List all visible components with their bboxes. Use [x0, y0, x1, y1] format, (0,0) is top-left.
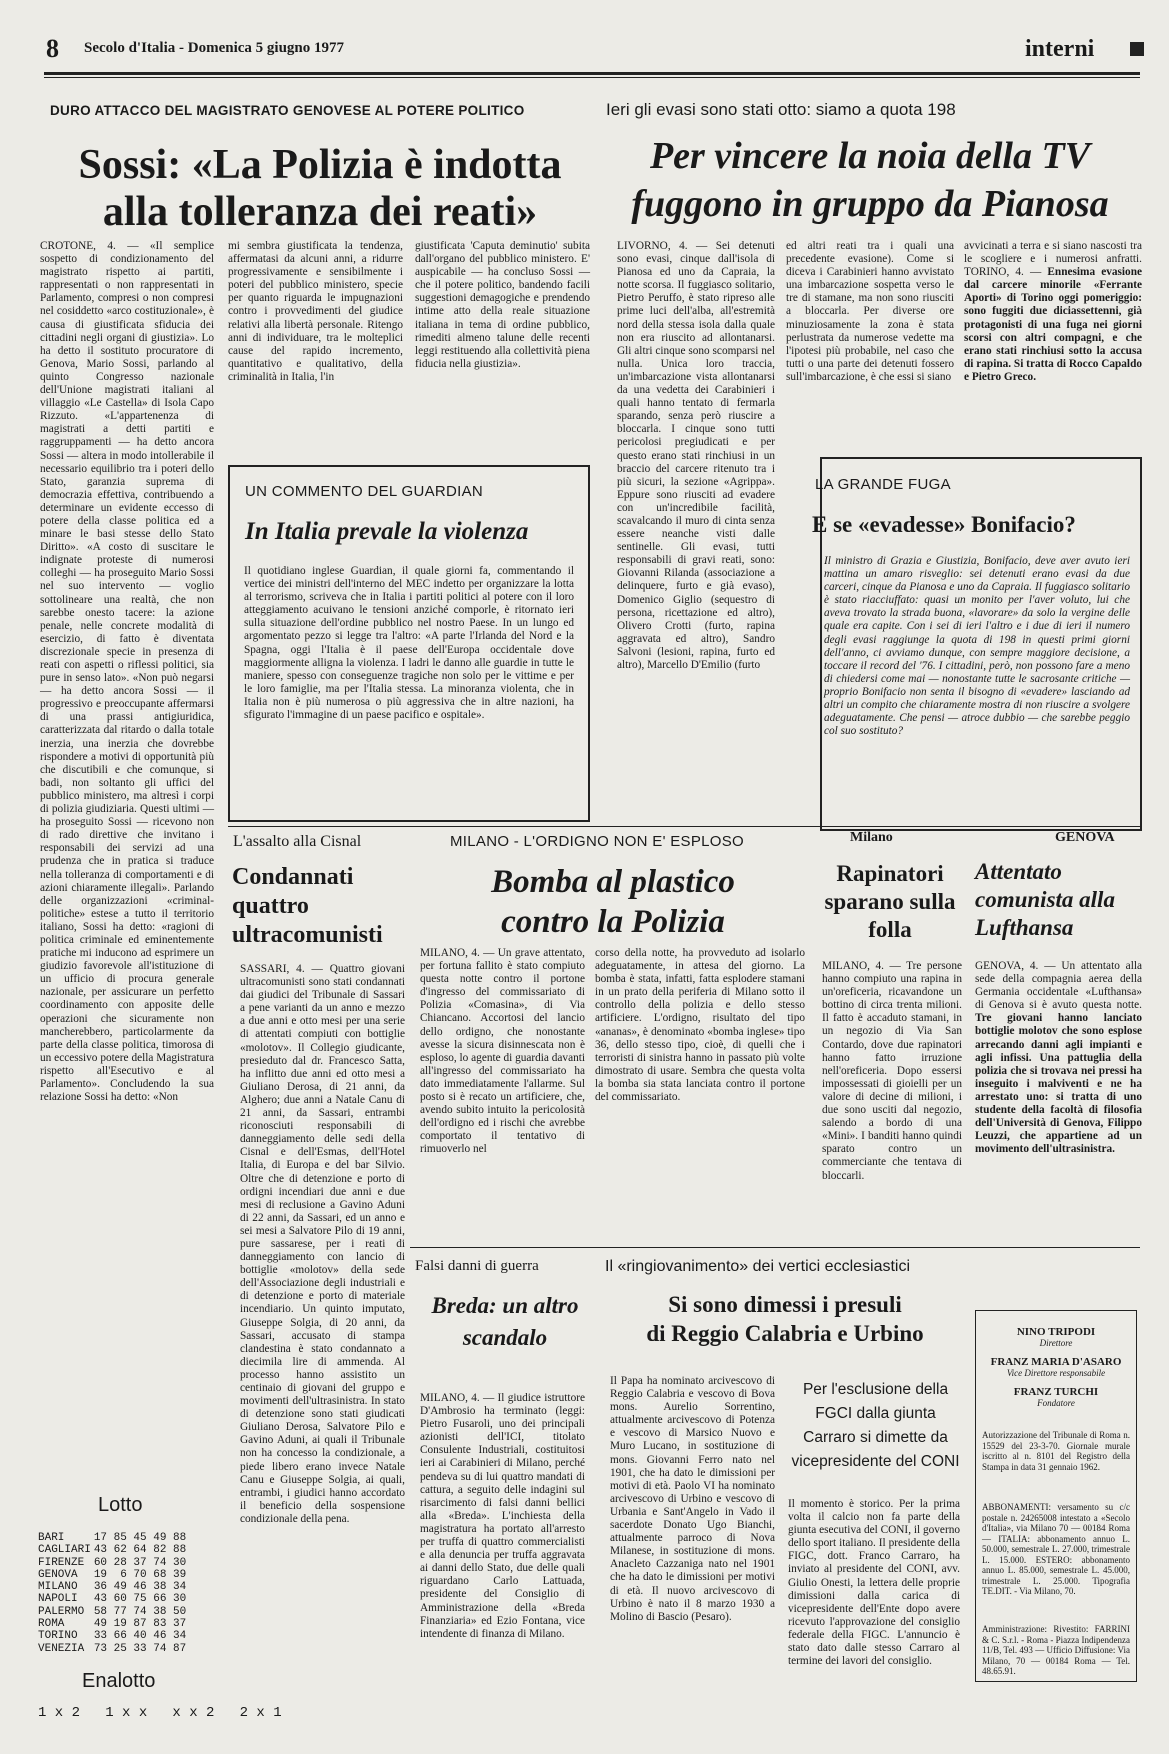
lotto-row: [38, 1569, 189, 1581]
director-role: Direttore: [1039, 1338, 1073, 1348]
sossi-headline: [40, 142, 600, 236]
pianosa-kicker: Ieri gli evasi sono stati otto: siamo a quota 198: [606, 100, 956, 119]
pianosa-col3: [964, 240, 1142, 445]
sossi-kicker: DURO ATTACCO DEL MAGISTRATO GENOVESE AL POTERE POLITICO: [50, 103, 525, 118]
lotto-city: NAPOLI: [38, 1593, 78, 1606]
lufthansa-body-plain: GENOVA, 4. — Un attentato alla sede della compagnia aerea della Germania occidentale «Lufthansa» di Genova si è avuto questa notte.: [975, 960, 1142, 1012]
masthead: [40, 34, 1140, 74]
fgci-headline: Per l'esclusione della FGCI dalla giunta Carraro si dimette da vicepresidente del CONI: [791, 1381, 960, 1470]
paper-date: Secolo d'Italia - Domenica 5 giugno 1977: [84, 40, 345, 56]
cisnal-headline: Condannati quattro ultracomunisti: [232, 864, 383, 948]
pianosa-col2: ed altri reati tra i quali una precedente evasione). Come si diceva i Carabinieri hanno avvistato una imbarcazione sospetta verso le tre di stamane, ma non sono riusciti a bloccarla. Per diverse ore minuziosamente la zona è stata perlustrata da numerose vedette ma l'ipotesi più probabile, nel caso che tutti o una parte dei detenuti fossero sull'imbarcazione, è che essi si siano: [786, 240, 954, 383]
lotto-numbers: 58 77 74 38 50: [93, 1605, 187, 1618]
sossi-headline-line2: alla tolleranza dei reati»: [102, 189, 538, 235]
lotto-city: FIRENZE: [38, 1556, 85, 1569]
lotto-city: TORINO: [38, 1630, 78, 1643]
resp-name: FRANZ MARIA D'ASARO: [990, 1356, 1122, 1368]
breda-kicker: Falsi danni di guerra: [415, 1258, 539, 1274]
pianosa-col3-bold: Ennesima evasione dal carcere minorile «Ferrante Aporti» di Torino oggi pomeriggio: sono fuggiti due diciassettenni, già protagonisti di una fuga nei giorni scorsi con altri compagni, e che erano stati rinchiusi sotto la accusa di rapina. Si tratta di Rocco Capaldo e Pietro Greco.: [964, 266, 1142, 383]
lotto-numbers: 43 62 64 82 88: [93, 1544, 187, 1557]
rapinatori-kicker: Milano: [850, 830, 893, 845]
sossi-col3: giustificata 'Caputa deminutio' subita dall'organo del pubblico ministero. E' auspicabile — ha concluso Sossi — che il potere politico, bandendo facili suggestioni demagogiche e prendendo intime atto della reale situazione italiana in tema di ordine pubblico, rimediti almeno talune delle recenti leggi restituendo alla collettività piena fiducia nella giustizia».: [415, 240, 590, 370]
breda-headline: Breda: un altro scandalo: [431, 1293, 579, 1350]
sossi-headline-line1: Sossi: «La Polizia è indotta: [78, 142, 562, 188]
lufthansa-kicker: GENOVA: [1055, 830, 1115, 845]
colophon-subs: ABBONAMENTI: versamento su c/c postale n. 24265008 intestato a «Secolo d'Italia», via Milano 70 — 00184 Roma — ITALIA: abbonamento annuo L. 50.000, semestrale L. 27.000, trimestrale L. 15.000. ESTERO: abbonamento annuo L. 85.000, semestrale L. 45.000, trimestrale L. 25.000. Tipografia TE.DIT. - Via Milano, 70.: [982, 1502, 1130, 1596]
masthead-rule-thin: [44, 77, 1140, 78]
lotto-row: [38, 1618, 189, 1630]
bomba-kicker: MILANO - L'ORDIGNO NON E' ESPLOSO: [450, 833, 745, 850]
lotto-title: Lotto: [98, 1494, 143, 1516]
pianosa-col3-plain: avvicinati a terra e si siano nascosti tra le scogliere e i numerosi anfratti. TORINO, 4. —: [964, 240, 1142, 279]
pianosa-headline: [600, 132, 1140, 228]
cisnal-kicker: L'assalto alla Cisnal: [233, 833, 362, 850]
colophon-director: [980, 1326, 1132, 1408]
lotto-city: VENEZIA: [38, 1642, 85, 1655]
lotto-city: CAGLIARI: [38, 1544, 91, 1557]
lufthansa-body: [975, 960, 1142, 1178]
lotto-numbers: 19 6 70 68 39: [93, 1568, 187, 1581]
lotto-numbers: 43 60 75 66 30: [93, 1593, 187, 1606]
rapinatori-body: MILANO, 4. — Tre persone hanno compiuto una rapina in un'oreficeria, ricavandone un bottino di circa trenta milioni. Il fatto è accaduto stamani, in un negozio di Via San Contardo, dove due rapinatori hanno fatto irruzione nell'oreficeria. Dopo essersi impossessati di gioielli per un valore di decine di milioni, i due sono usciti dal negozio, salendo a bordo di una «Mini». I banditi hanno quindi sparato contro un commerciante che tentava di bloccarli.: [822, 960, 962, 1182]
lotto-numbers: 73 25 33 74 87: [93, 1642, 187, 1655]
sossi-col2: mi sembra giustificata la tendenza, affermatasi da alcuni anni, a ridurre progressivamente e sensibilmente i poteri del pubblico ministero, specie per quanto riguarda le impugnazioni contro i provvedimenti del giudice relativi alla libertà personale. Ritengo anni di individuare, tra le molteplici cause del rapido incremento, quantitativo e qualitativo, della criminalità in Italia, l'in: [228, 240, 403, 383]
presuli-headline: [600, 1290, 970, 1348]
lotto-row: [38, 1593, 189, 1605]
fgci-body: Il momento è storico. Per la prima volta il calcio non fa parte della giunta esecutiva del CONI, il governo dello sport italiano. Il presidente della FIGC, dott. Franco Carraro, ha inviato al presidente del CONI, avv. Giulio Onesti, la lettera delle proprie dimissioni dalla carica di vicepresidente dell'Ente dopo avere ricevuto l'approvazione del consiglio federale della FIGC. L'annuncio è stato dato dalle stesso Carraro al termine dei lavori del consiglio.: [788, 1498, 960, 1668]
lotto-numbers: 17 85 45 49 88: [93, 1532, 187, 1544]
fuga-body: Il ministro di Grazia e Giustizia, Bonifacio, deve aver avuto ieri mattina un amaro risveglio: sei detenuti erano evasi da due carceri, cinque da Pianosa e uno da Capraia. Il fuggiasco solitario è stato riacciuffato: quasi un monito per l'aver voluto, lui che aveva trovato la strada buona, «lavorare» da solo la vergine delle quale era capite. Con i sei di ieri l'altro e i due di ieri il numero degli evasi raggiunge la quota di 198 in questi primi giorni dell'anno, ci avviamo dunque, con sempre maggiore decisione, a toccare il record del '76. I cittadini, però, non possono fare a meno di chiedersi come mai — nonostante tutte le sacrosante critiche — proprio Bonifacio non senta il bisogno di «evadere» lasciando ad altri un compito che chiaramente mostra di non riuscire a svolgere adeguatamente. Che pensi — atroce dubbio — che sarebbe peggio col suo sostituto?: [824, 555, 1130, 738]
breda-body: MILANO, 4. — Il giudice istruttore D'Ambrosio ha terminato (leggi: Pietro Fusaroli, uno dei principali azionisti dell'ICI, titolato Consulente Industriali, costituitosi ieri ai Carabinieri di Milano, perché pendeva su di lui quattro mandati di cattura, a seguito delle indagini sul risarcimento di falsi danni bellici alla «Breda». L'inchiesta della magistratura ha portato all'arresto per truffa di quattro commercialisti e alla denuncia per truffa aggravata ai danni dello Stato, due delle quali riguardano Carlo Lattuada, presidente del Consiglio di Amministrazione della «Breda Finanziaria» ed Ezio Fontana, vice intendente di finanza di Milano.: [420, 1392, 585, 1640]
lotto-city: BARI: [38, 1532, 65, 1544]
bomba-headline-line1: Bomba al plastico: [491, 864, 735, 900]
lotto-table: [38, 1532, 189, 1655]
bomba-col1: MILANO, 4. — Un grave attentato, per fortuna fallito è stato compiuto questa notte contro il portone d'ingresso del commissariato di Polizia «Comasina», di Via Chiancano. Accortosi del lancio dello ordigno, che nonostante avesse la sicura disinnescata non è esploso, lo agente di guardia davanti all'ingresso del commissariato ha dato immediatamente l'allarme. Sul posto si è recato un artificiere, che, avendo subito intuito la pericolosità dell'ordigno ed i rischi che avrebbe comportato il tentativo di rimuoverlo nel: [420, 947, 586, 1156]
page-number: 8: [46, 34, 59, 63]
fuga-headline: E se «evadesse» Bonifacio?: [812, 512, 1076, 537]
lotto-city: PALERMO: [38, 1605, 85, 1618]
enalotto-title: Enalotto: [82, 1670, 156, 1692]
section-label: interni: [1025, 36, 1095, 62]
pianosa-headline-line1: Per vincere la noia della TV: [649, 135, 1091, 177]
sossi-col1: CROTONE, 4. — «Il semplice sospetto di condizionamento del magistrato rispetto ai partiti, rappresentati o non rappresentati in Parlamento, compresi o non compresi nel cosiddetto «arco costituzionale», è causa di giustificata sfiducia dei cittadini negli organi di giustizia». Lo ha detto il sostituto procuratore di Genova, Mario Sossi, parlando al quinto Congresso nazionale dell'Unione magistrati italiani al villaggio «Le Castella» di Isola Capo Rizzuto. «L'appartenenza di magistrati a detti partiti e raggruppamenti — ha detto ancora Sossi — altera in modo intollerabile il necessario equilibrio tra i poteri dello Stato, garanzia suprema di democrazia effettiva, contribuendo a determinare un evidente eccesso di potere della classe politica ed a minare le basi stesse dello Stato Diritto». «A costo di suscitare le indignate proteste di numerosi colleghi — ha proseguito Mario Sossi nel suo intervento — voglio sottolineare una realtà, che non sarebbe onesto tacere: la azione penale, nelle concrete modalità di esercizio, di fatto è diventata discrezionale specie in presenza di reati con aspetti o riflessi politici, sia pure in senso lato». «Non può negarsi — ha detto ancora Sossi — il progressivo e preoccupante affermarsi di una prassi antigiuridica, caratterizzata dal ritardo o dalla totale inerzia, una inerzia che dovrebbe rispondere a motivi di opportunità più che discutibili e che comunque, si badi, non soltanto gli uffici del pubblico ministero, ma altresì i corpi di polizia giudiziaria. Questi ultimi — ha proseguito Sossi — ricevono non di rado direttive che invitano i responsabili dei servizi ad una prudenza che in pratica si traduce nella tolleranza di comportamenti e di azioni chiaramente illegali». Parlando delle organizzazioni «criminal-politiche» estese a tutto il territorio italiano, Sossi ha detto: «ragioni di politica criminale ed eminentemente pratiche mi inducono ad esprimere un giudizio favorevole all'istituzione di un ufficio di procura generale nazionale, per assicurare un perfetto coordinamento con apposite delle operazioni che sicuramente non mancherebbero, particolarmente da parte della classe politica, timorosa di un eccessivo potere della Magistratura rispetto all'Esecutivo e al Parlamento». Concludendo la sua relazione Sossi ha detto: «Non: [40, 240, 214, 1104]
resp-role: Vice Direttore responsabile: [1006, 1368, 1106, 1378]
pianosa-col1: LIVORNO, 4. — Sei detenuti sono evasi, cinque dall'isola di Pianosa ed uno da Capraia, la notte scorsa. Il fuggiasco solitario, Pietro Peruffo, è stato ripreso alle prime luci dell'alba, all'estremità nord della stessa isola dalla quale non era riuscito ad allontanarsi. Gli altri cinque sono scomparsi nel nulla. Unica loro traccia, un'imbarcazione vista allontanarsi da una vedetta dei Carabinieri i quali hanno tentato di fermarla sparando, senza però riuscire a bloccarla. I cinque sono tutti pericolosi pregiudicati e per questo erano stati rinchiusi in un braccio del carcere ritenuto tra i più sicuri, la sezione «Agrippa». Eppure sono riusciti ad evadere con un'incredibile facilità, scavalcando il muro di cinta senza essere neanche visti dalle sentinelle. Gli evasi, tutti responsabili di gravi reati, sono: Giovanni Rilanda (associazione a delinquere, furto e già evaso), Domenico Giglio (sequestro di persona, ricettazione ed altro), Olivero Crotti (furto, rapina aggravata ed altro), Sandro Salvoni (lesioni, rapina, furto ed altro), Marcello D'Emilio (furto: [617, 240, 775, 671]
colophon-ads: Amministrazione: Rivestito: FARRINI & C. S.r.l. - Roma - Piazza Indipendenza 11/B, Tel. 493 — Ufficio Diffusione: Via Milano, 70 — 00184 Roma — Tel. 48.65.91.: [982, 1624, 1130, 1676]
lotto-numbers: 36 49 46 38 34: [93, 1581, 187, 1594]
lotto-row: [38, 1630, 189, 1642]
lotto-city: ROMA: [38, 1618, 65, 1631]
lotto-city: GENOVA: [38, 1568, 78, 1581]
lotto-row: [38, 1532, 189, 1544]
masthead-rule: [44, 72, 1140, 75]
bottom-rule: [410, 1247, 1140, 1248]
section-icon: [1130, 42, 1144, 56]
guardian-body: Il quotidiano inglese Guardian, il quale giorni fa, commentando il vertice dei ministri dell'interno del MEC indetto per organizzare la lotta al terrorismo, scriveva che in Italia i partiti politici al potere con il loro atteggiamento acuivano le tensioni anziché comporle, è ritornato ieri sulla situazione dell'ordine pubblico nel nostro Paese. In un lungo ed argomentato pezzo si legge tra l'altro: «A parte l'Irlanda del Nord e la Spagna, oggi l'Italia è il paese dell'Europa occidentale dove maggiormente alligna la violenza. I ladri le danno alle guardie in tutte le maniere, spesso con conseguenze tragiche non solo per le vittime e per le loro famiglie, ma per l'Italia stessa. La minoranza violenta, che in Italia non è più numerosa o più aggressiva che in altre nazioni, ha sfigurato l'immagine di un paese pacifico e ospitale».: [244, 565, 574, 722]
fuga-kicker: LA GRANDE FUGA: [815, 476, 951, 493]
guardian-headline: In Italia prevale la violenza: [245, 518, 529, 545]
lotto-row: [38, 1544, 189, 1556]
lotto-numbers: 33 66 40 46 34: [93, 1630, 187, 1643]
bomba-headline-line2: contro la Polizia: [501, 904, 725, 940]
founder-name: FRANZ TURCHI: [1013, 1386, 1099, 1398]
bomba-headline: [418, 862, 808, 942]
rapinatori-headline: Rapinatori sparano sulla folla: [824, 861, 956, 942]
lotto-row: [38, 1643, 189, 1655]
colophon-auth: Autorizzazione del Tribunale di Roma n. 15529 del 23-3-70. Giornale murale iscritto al n. 8101 del Registro della Stampa in data 31 gennaio 1962.: [982, 1430, 1130, 1472]
presuli-headline-line1: Si sono dimessi i presuli: [668, 1292, 902, 1317]
founder-role: Fondatore: [1037, 1398, 1075, 1408]
enalotto-result: 1 x 2 1 x x x x 2 2 x 1: [38, 1705, 282, 1721]
presuli-kicker: Il «ringiovanimento» dei vertici ecclesiastici: [605, 1258, 911, 1275]
lotto-numbers: 49 19 87 83 37: [93, 1618, 187, 1631]
lufthansa-body-bold: Tre giovani hanno lanciato bottiglie molotov che sono esplose arrecando danni agli impianti e agli infissi. Una pattuglia della polizia che si trovava nei pressi ha inseguito i malviventi e ne ha arrestato uno: si tratta di uno studente della facoltà di filosofia dell'Università di Genova, Filippo Leuzzi, che appartiene ad un movimento dell'ultrasinistra.: [975, 1012, 1142, 1156]
presuli-headline-line2: di Reggio Calabria e Urbino: [646, 1321, 924, 1346]
pianosa-headline-line2: fuggono in gruppo da Pianosa: [631, 183, 1109, 225]
lufthansa-headline: Attentato comunista alla Lufthansa: [975, 859, 1115, 940]
lotto-city: MILANO: [38, 1581, 78, 1594]
bomba-col2: corso della notte, ha provveduto ad isolarlo adeguatamente, in attesa del giorno. La bomba è stata, infatti, fatta esplodere stamani in un prato della periferia di Milano sotto il controllo della polizia e dello stesso artificiere. L'ordigno, risultato del tipo «ananas», è denominato «bomba inglese» tipo 36, dello stesso tipo, cioè, di quelli che i terroristi di sinistra hanno in passato più volte dimostrato di usare. Sembra che questa volta la bomba sia stata lanciata contro il portone del commissariato.: [595, 947, 805, 1104]
director-name: NINO TRIPODI: [1016, 1326, 1096, 1338]
lotto-row: [38, 1606, 189, 1618]
middle-rule: [228, 826, 1140, 827]
lotto-numbers: 60 28 37 74 30: [93, 1556, 187, 1569]
presuli-body: Il Papa ha nominato arcivescovo di Reggio Calabria e vescovo di Bova mons. Aurelio Sorrentino, attualmente arcivescovo di Potenza e vescovo di Marsico Nuovo e Muro Lucano, in sostituzione di mons. Giovanni Ferro nato nel 1901, che ha dato le dimissioni per motivi di età. Paolo VI ha nominato arcivescovo di Urbino e vescovo di Urbania e Sant'Angelo in Vado il sacerdote Donato Ugo Bianchi, attualmente parroco di Nova Milanese, in sostituzione di mons. Anacleto Cazzaniga nato nel 1901 che ha dato le dimissioni per motivi di età. Il nuovo arcivescovo di Urbino è nato il 8 marzo 1930 a Molino di Bascio (Pesaro).: [610, 1375, 775, 1623]
cisnal-body: SASSARI, 4. — Quattro giovani ultracomunisti sono stati condannati dai giudici del Tribunale di Sassari a pene varianti da un anno e mezzo a due anni e otto mesi per una serie di attentati compiuti con bottiglie «molotov». Il Collegio giudicante, presieduto dal dr. Francesco Satta, ha inflitto due anni ed otto mesi a Giuliano Derosa, di 21 anni, da Alghero; due anni a Natale Canu di 21 anni, da Sassari, entrambi riconosciuti responsabili di danneggiamento delle sedi della Cisnal e dell'Esmas, dell'Hotel Italia, di Europa e del bar Silvio. Oltre che di detenzione e porto di ordigni incendiari due anni e due mesi di reclusione a Gavino Aduni di 22 anni, da Sassari, ed un anno e sei mesi a Salvatore Pilo di 19 anni, pure sassarese, per i reati di danneggiamento con lancio di bottiglie «molotov» della sede dell'Associazione degli industriali e di detenzione e porto di materiale incendiario. Un quinto imputato, Giuseppe Solgia, di 20 anni, da Sassari, accusato di stampa clandestina è stato condannato a diecimila lire di ammenda. Al processo hanno assistito un centinaio di giovani del gruppo e movimenti dell'ultrasinistra. In stato di detenzione sono stati giudicati Giuliano Derosa, Salvatore Pilo e Gavino Aduni, ai quali il Tribunale non ha concesso la condizionale, a piede libero erano invece Natale Canu e Giuseppe Solgia, ai quali, entrambi, i giudici hanno accordato il beneficio della sospensione condizionale della pena.: [240, 963, 405, 1525]
lotto-row: [38, 1557, 189, 1569]
lotto-row: [38, 1581, 189, 1593]
guardian-kicker: UN COMMENTO DEL GUARDIAN: [245, 483, 484, 500]
